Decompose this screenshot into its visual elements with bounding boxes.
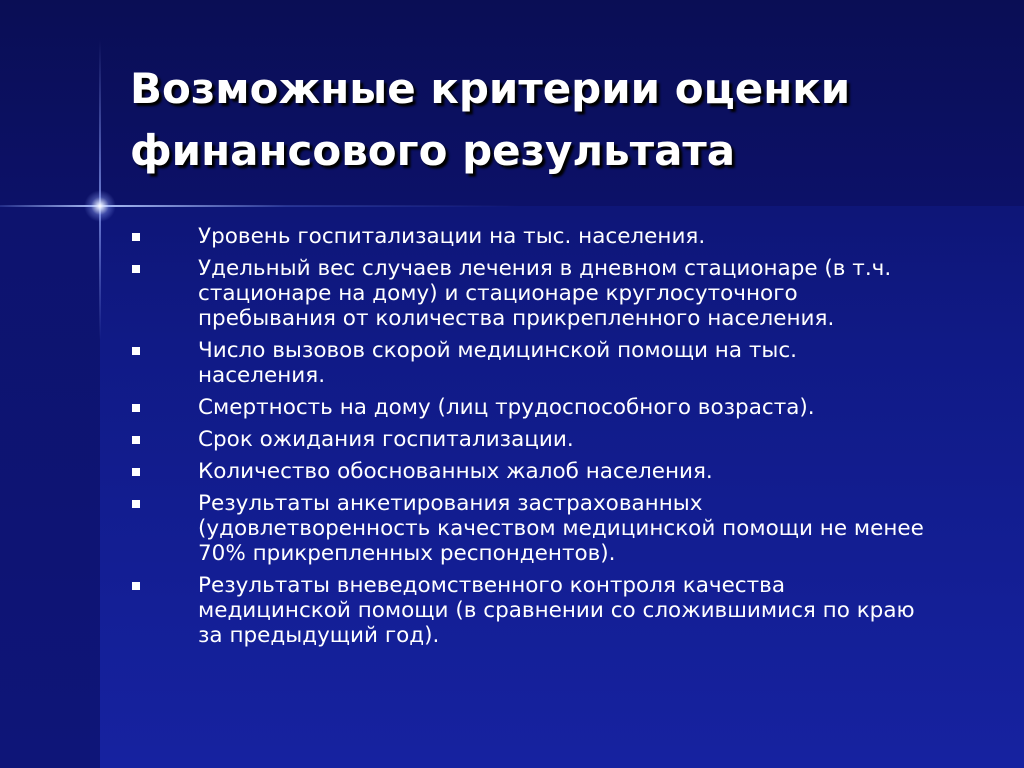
bullet-item xyxy=(130,491,980,566)
sparkle-icon xyxy=(84,190,116,222)
bullet-item xyxy=(130,395,980,420)
bullet-text-line: Срок ожидания госпитализации. xyxy=(198,427,574,452)
square-bullet-icon xyxy=(132,233,140,241)
slide-title xyxy=(130,58,990,182)
bullet-list xyxy=(130,224,980,655)
bullet-text-line: медицинской помощи (в сравнении со сложившимися по краю xyxy=(198,598,915,623)
bullet-text-line: пребывания от количества прикрепленного населения. xyxy=(198,306,835,331)
bullet-text-line: за предыдущий год). xyxy=(198,623,440,648)
square-bullet-icon xyxy=(132,404,140,412)
bullet-item xyxy=(130,427,980,452)
bullet-item xyxy=(130,573,980,648)
bullet-item xyxy=(130,224,980,249)
horizontal-light-line xyxy=(0,205,520,207)
title-line: Возможные критерии оценки xyxy=(130,64,851,113)
bullet-text-line: Число вызовов скорой медицинской помощи на тыс. xyxy=(198,338,797,363)
left-band xyxy=(0,206,100,768)
bullet-text-line: Результаты анкетирования застрахованных xyxy=(198,491,703,516)
square-bullet-icon xyxy=(132,265,140,273)
square-bullet-icon xyxy=(132,436,140,444)
square-bullet-icon xyxy=(132,468,140,476)
square-bullet-icon xyxy=(132,347,140,355)
bullet-text-line: Результаты вневедомственного контроля качества xyxy=(198,573,785,598)
bullet-item xyxy=(130,459,980,484)
bullet-text-line: Удельный вес случаев лечения в дневном стационаре (в т.ч. xyxy=(198,256,892,281)
bullet-item xyxy=(130,338,980,388)
bullet-text-line: Уровень госпитализации на тыс. населения. xyxy=(198,224,706,249)
square-bullet-icon xyxy=(132,500,140,508)
bullet-text-line: Смертность на дому (лиц трудоспособного возраста). xyxy=(198,395,815,420)
bullet-text-line: 70% прикрепленных респондентов). xyxy=(198,541,616,566)
bullet-item xyxy=(130,256,980,331)
title-line: финансового результата xyxy=(130,126,736,175)
bullet-text-line: (удовлетворенность качеством медицинской помощи не менее xyxy=(198,516,924,541)
bullet-text-line: населения. xyxy=(198,363,326,388)
bullet-text-line: стационаре на дому) и стационаре круглосуточного xyxy=(198,281,798,306)
square-bullet-icon xyxy=(132,582,140,590)
bullet-text-line: Количество обоснованных жалоб населения. xyxy=(198,459,713,484)
